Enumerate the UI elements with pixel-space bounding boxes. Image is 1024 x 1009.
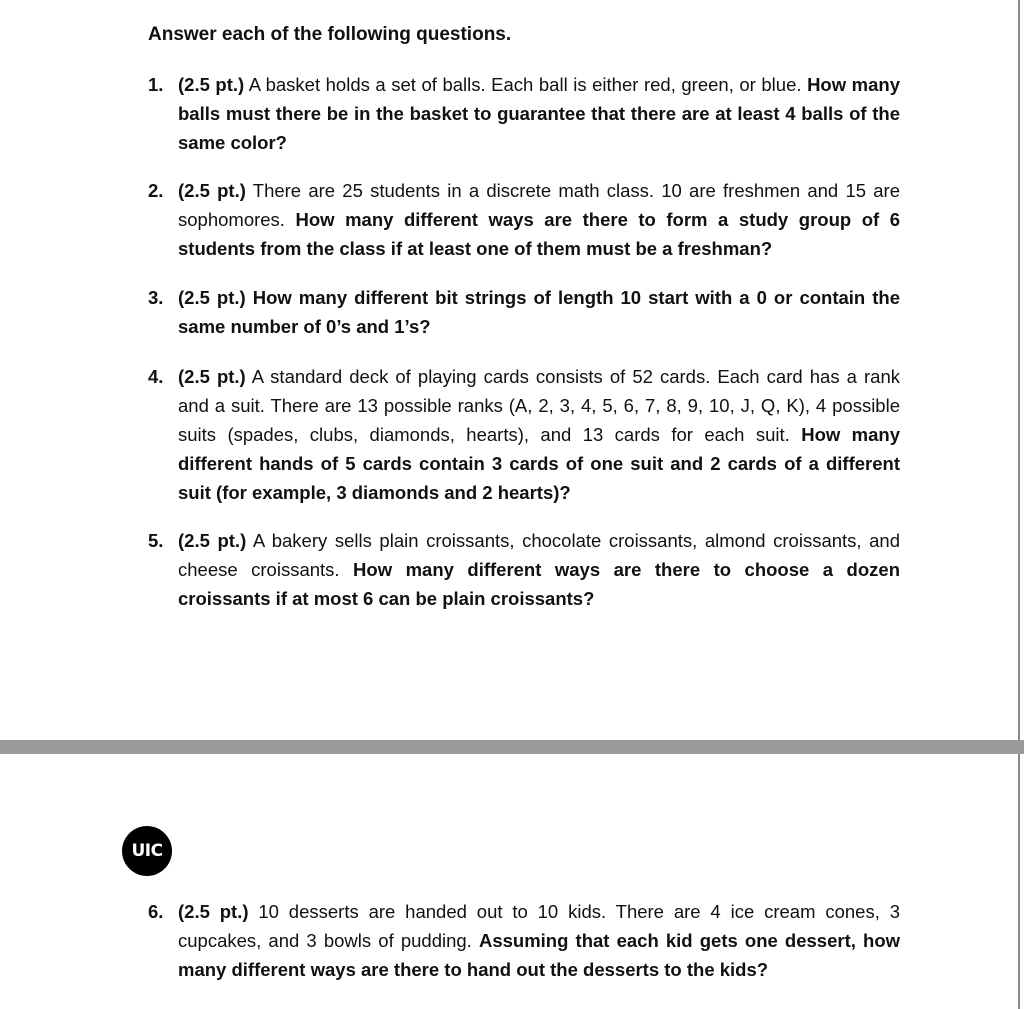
question-body [178, 70, 900, 157]
question-2 [148, 176, 900, 263]
question-number: 4. [148, 366, 164, 387]
question-body [178, 176, 900, 263]
question-points: (2.5 pt.) [178, 530, 247, 551]
question-body [178, 526, 900, 613]
question-text: A basket holds a set of balls. Each ball is either red, green, or blue. [248, 74, 802, 95]
question-body [178, 897, 900, 984]
question-6 [148, 897, 900, 984]
question-prompt: Assuming that each kid gets one dessert, how many different ways are there to hand out the desserts to the kids? [178, 930, 901, 980]
question-5 [148, 526, 900, 613]
question-body [178, 283, 900, 341]
question-text: A standard deck of playing cards consists of 52 cards. Each card has a rank and a suit. There are 13 possible ranks (A, 2, 3, 4, 5, 6, 7, 8, 9, 10, J, Q, K), 4 possible suits (spades, clubs, diamonds, hearts), and 13 cards for each suit. [178, 366, 900, 445]
question-points: (2.5 pt.) [178, 366, 246, 387]
question-4 [148, 362, 900, 507]
question-text: There are 25 students in a discrete math class. 10 are freshmen and 15 are sophomores. [178, 180, 900, 230]
page-divider [0, 740, 1024, 754]
document-page-2 [0, 754, 1020, 1009]
question-points: (2.5 pt.) [178, 287, 246, 308]
question-number: 3. [148, 287, 164, 308]
question-points: (2.5 pt.) [178, 74, 245, 95]
question-number: 6. [148, 901, 164, 922]
question-number: 1. [148, 74, 164, 95]
question-number: 5. [148, 530, 164, 551]
question-text: A bakery sells plain croissants, chocolate croissants, almond croissants, and cheese croissants. [178, 530, 901, 580]
question-prompt: How many balls must there be in the basket to guarantee that there are at least 4 balls of the same color? [178, 74, 900, 153]
question-points: (2.5 pt.) [178, 901, 249, 922]
page-heading: Answer each of the following questions. [148, 24, 512, 45]
question-text: 10 desserts are handed out to 10 kids. There are 4 ice cream cones, 3 cupcakes, and 3 bowls of pudding. [178, 901, 901, 951]
question-prompt: How many different bit strings of length 10 start with a 0 or contain the same number of 0’s and 1’s? [178, 287, 901, 337]
question-prompt: How many different ways are there to choose a dozen croissants if at most 6 can be plain croissants? [178, 559, 900, 609]
question-points: (2.5 pt.) [178, 180, 246, 201]
question-body [178, 362, 900, 507]
question-number: 2. [148, 180, 164, 201]
uic-logo: UIC [122, 826, 172, 876]
question-prompt: How many different ways are there to form a study group of 6 students from the class if at least one of them must be a freshman? [178, 209, 900, 259]
question-3 [148, 283, 900, 341]
question-prompt: How many different hands of 5 cards contain 3 cards of one suit and 2 cards of a different suit (for example, 3 diamonds and 2 hearts)? [178, 424, 900, 503]
question-1 [148, 70, 900, 157]
